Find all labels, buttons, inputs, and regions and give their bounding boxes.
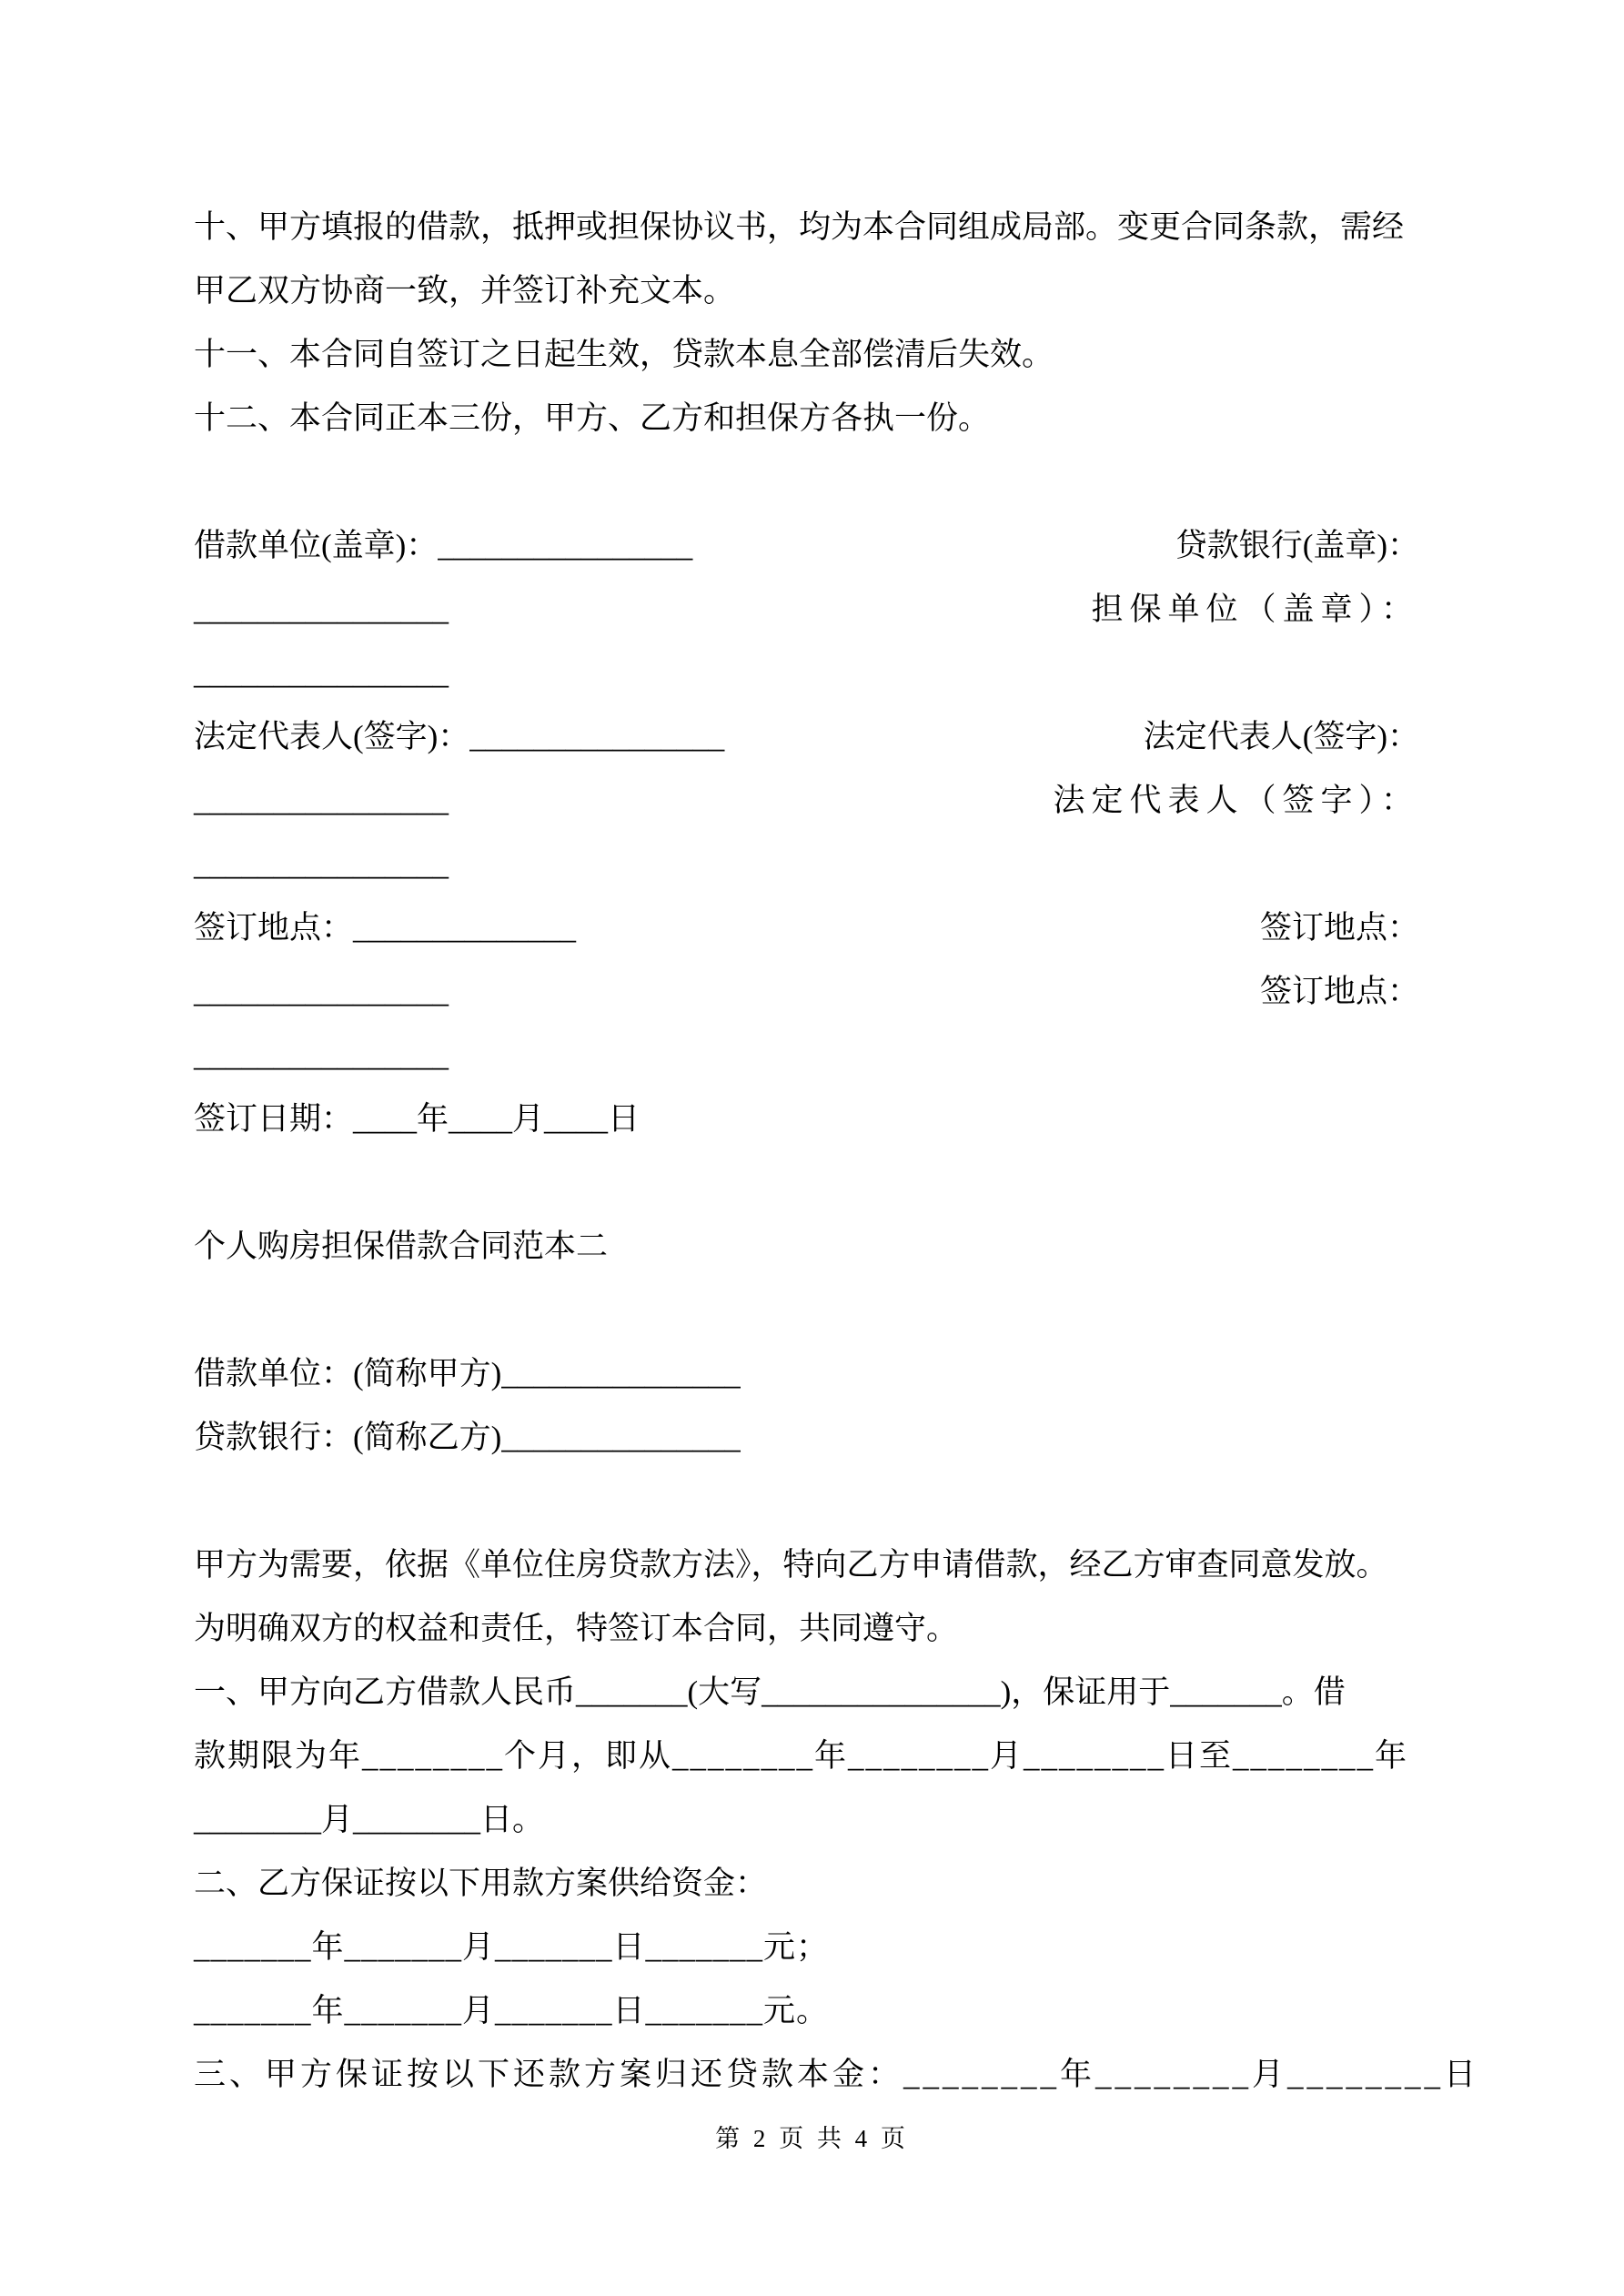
guarantor-legal-rep-line: 法定代表人（签字）： <box>1053 783 1419 818</box>
lender-signing-place-line: 签订地点： <box>1259 910 1419 946</box>
fill-in-underline: ________________ <box>194 655 449 691</box>
spacer-line <box>724 833 1419 896</box>
signature-column-borrower <box>194 514 724 1151</box>
page-number-footer: 第 2 页 共 4 页 <box>715 2125 909 2152</box>
signing-date-line: 签订日期：____年____月____日 <box>194 1101 641 1137</box>
fill-in-underline: ________________ <box>194 974 449 1009</box>
borrower-unit-seal-line: 借款单位(盖章)：________________ <box>194 528 693 563</box>
clause-2-schedule-line-1: _______年_______月_______日_______元； <box>194 1929 830 1965</box>
clause-1-line-1: 一、甲方向乙方借款人民币_______(大写_______________)，保证用于_______。借 <box>194 1674 1346 1710</box>
lender-bank-seal-line: 贷款银行(盖章)： <box>1175 528 1419 563</box>
spacer <box>194 450 1419 514</box>
spacer-line <box>724 1024 1419 1087</box>
fill-in-underline: ________________ <box>194 783 449 818</box>
borrower-signing-place-line: 签订地点：______________ <box>194 910 577 946</box>
clause-1-line-2: 款期限为年________个月，即从________年________月________日至________年 <box>194 1738 1409 1774</box>
spacer <box>194 1279 1419 1342</box>
preamble-line-2: 为明确双方的权益和责任，特签订本合同，共同遵守。 <box>194 1611 959 1646</box>
clause-12: 十二、本合同正本三份，甲方、乙方和担保方各执一份。 <box>194 400 991 436</box>
preamble-line-1: 甲方为需要，依据《单位住房贷款方法》，特向乙方申请借款，经乙方审查同意发放。 <box>194 1547 1388 1583</box>
party-a-line: 借款单位：(简称甲方)_______________ <box>194 1356 741 1391</box>
fill-in-underline: ________________ <box>194 592 449 627</box>
clause-11: 十一、本合同自签订之日起生效，贷款本息全部偿清后失效。 <box>194 337 1054 372</box>
guarantor-signing-place-line: 签订地点： <box>1259 974 1419 1009</box>
clause-2-schedule-line-2: _______年_______月_______日_______元。 <box>194 1993 830 2028</box>
clause-2-title: 二、乙方保证按以下用款方案供给资金： <box>194 1866 768 1901</box>
lender-legal-rep-line: 法定代表人(签字)： <box>1143 719 1419 754</box>
clause-3-line: 三、甲方保证按以下还款方案归还贷款本金：________年________月________日 <box>194 2057 1480 2092</box>
clause-1-line-3: ________月________日。 <box>194 1802 545 1837</box>
spacer-line <box>724 642 1419 705</box>
spacer <box>194 1470 1419 1533</box>
fill-in-underline: ________________ <box>194 1037 449 1073</box>
clause-10-line-1: 十、甲方填报的借款，抵押或担保协议书，均为本合同组成局部。变更合同条款，需经 <box>194 209 1405 245</box>
borrower-legal-rep-line: 法定代表人(签字)：________________ <box>194 719 725 754</box>
signature-block <box>194 514 1419 1151</box>
party-b-line: 贷款银行：(简称乙方)_______________ <box>194 1420 741 1455</box>
signature-column-lender-guarantor <box>724 514 1419 1151</box>
section2-title: 个人购房担保借款合同范本二 <box>194 1229 609 1264</box>
fill-in-underline: ________________ <box>194 846 449 882</box>
spacer <box>194 1151 1419 1215</box>
spacer-line <box>724 1087 1419 1151</box>
clause-10-line-2: 甲乙双方协商一致，并签订补充文本。 <box>194 273 736 308</box>
guarantor-unit-seal-line: 担保单位（盖章）： <box>1091 592 1419 627</box>
